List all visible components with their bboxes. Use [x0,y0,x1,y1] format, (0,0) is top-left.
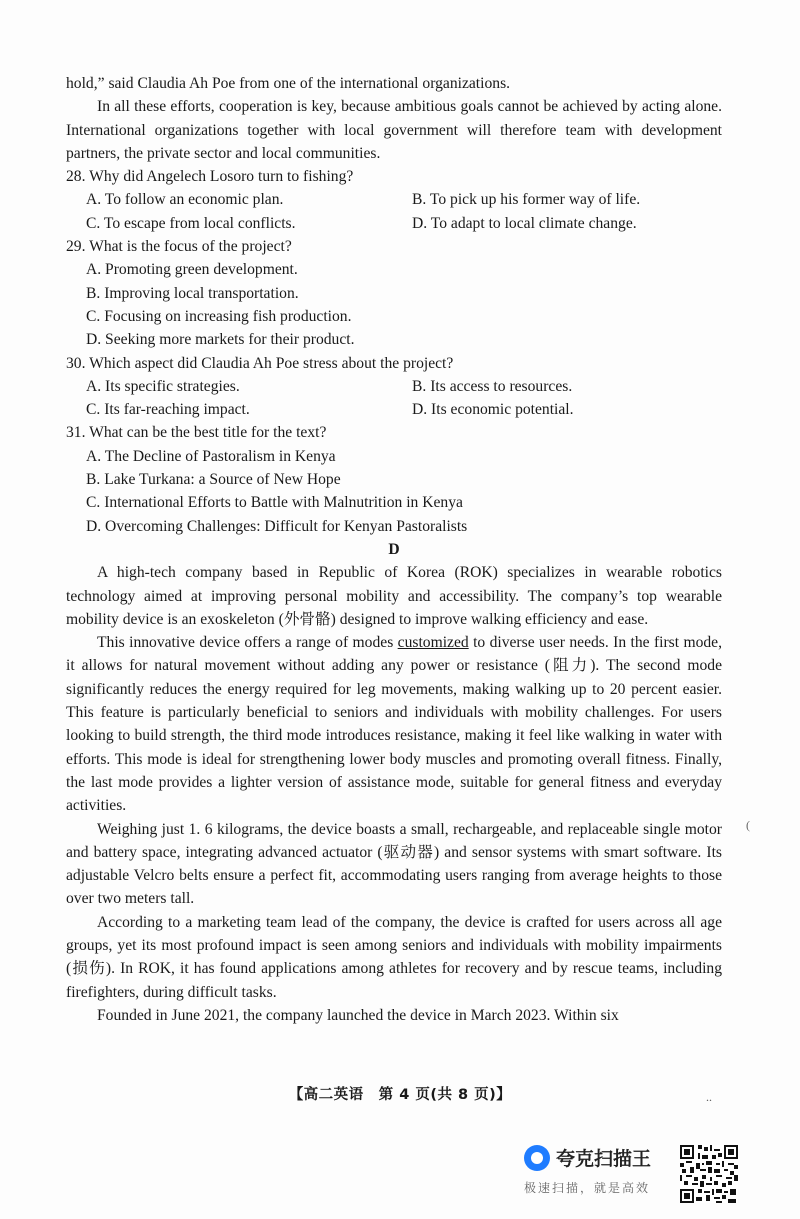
question-31 [66,421,722,537]
option-d: D. Its economic potential. [412,401,574,419]
option-b: B. To pick up his former way of life. [412,191,641,209]
option-b: B. Its access to resources. [412,377,573,395]
qr-code-icon [680,1145,738,1203]
question-stem: 29. What is the focus of the project? [66,238,292,256]
option-a: A. Promoting green development. [86,261,298,279]
page-content [66,72,722,1027]
option-d: D. Overcoming Challenges: Difficult for Kenyan Pastoralists [86,517,468,535]
question-stem: 31. What can be the best title for the text? [66,424,327,442]
section-d-paragraph-2 [66,631,722,817]
page-dots: .. [706,1090,712,1104]
question-options [66,188,722,235]
paragraph-text: to diverse user needs. In the first mode, it allows for natural movement without adding any power or resistance (阻力). The second mode significantly reduces the energy required for leg movements, making walking up to 20 percent easier. This feature is particularly beneficial to seniors and individuals with mobility challenges. For users looking to build strength, the third mode introduces resistance, making it feel like walking in water with efforts. This mode is ideal for strengthening lower body muscles and promoting overall fitness. Finally, the last mode provides a lighter version of assistance mode, suitable for general fitness and everyday activities. [66,634,723,815]
scanner-slogan: 极速扫描，就是高效 [524,1181,651,1195]
option-c: C. International Efforts to Battle with Malnutrition in Kenya [86,494,463,512]
paragraph-text: This innovative device offers a range of modes [97,634,398,652]
section-d-paragraph-4: According to a marketing team lead of the company, the device is crafted for users across all age groups, yet its most profound impact is seen among seniors and individuals with mobility impairments (损伤). In ROK, it has found applications among athletes for recovery and by rescue teams, including firefighters, during difficult tasks. [66,913,722,1001]
option-d: D. To adapt to local climate change. [412,214,637,232]
passage-c-line: hold,” said Claudia Ah Poe from one of the international organizations. [66,75,511,92]
option-c: C. Focusing on increasing fish production. [86,307,352,325]
passage-c-paragraph: In all these efforts, cooperation is key, because ambitious goals cannot be achieved by acting alone. International organizations together with local government will therefore team with development partners, the private sector and local communities. [66,98,722,162]
option-a: A. To follow an economic plan. [86,191,284,209]
option-b: B. Lake Turkana: a Source of New Hope [86,471,341,489]
scanner-brand [524,1144,651,1171]
question-stem: 30. Which aspect did Claudia Ah Poe stress about the project? [66,354,454,372]
question-options [66,445,722,538]
edge-mark: ( [746,818,750,832]
question-30 [66,352,722,422]
option-c: C. Its far-reaching impact. [86,401,250,419]
page-footer: 【高二英语 第 4 页(共 8 页)】 [288,1087,512,1103]
option-a: A. Its specific strategies. [86,377,240,395]
section-heading: D [388,540,400,558]
question-options [66,375,722,422]
underlined-word: customized [397,634,469,652]
section-d-paragraph-1: A high-tech company based in Republic of Korea (ROK) specializes in wearable robotics technology aimed at improving personal mobility and accessibility. The company’s top wearable mobility device is an exoskeleton (外骨骼) designed to improve walking efficiency and ease. [66,564,722,628]
section-d-paragraph-3: Weighing just 1. 6 kilograms, the device boasts a small, rechargeable, and replaceable single motor and battery space, integrating advanced actuator (驱动器) and sensor systems with smart software. Its adjustable Velcro belts ensure a perfect fit, accommodating users ranging from average heights to those over two meters tall. [66,820,722,908]
scanner-logo-icon [524,1145,550,1171]
option-a: A. The Decline of Pastoralism in Kenya [86,447,336,465]
option-d: D. Seeking more markets for their product. [86,331,355,349]
question-options [66,258,722,351]
question-28 [66,165,722,235]
option-b: B. Improving local transportation. [86,284,299,302]
section-d-paragraph-5: Founded in June 2021, the company launched the device in March 2023. Within six [97,1006,619,1024]
option-c: C. To escape from local conflicts. [86,214,296,232]
scanner-name: 夸克扫描王 [556,1148,652,1170]
question-29 [66,235,722,351]
question-stem: 28. Why did Angelech Losoro turn to fishing? [66,168,354,186]
scanner-watermark [524,1144,651,1204]
